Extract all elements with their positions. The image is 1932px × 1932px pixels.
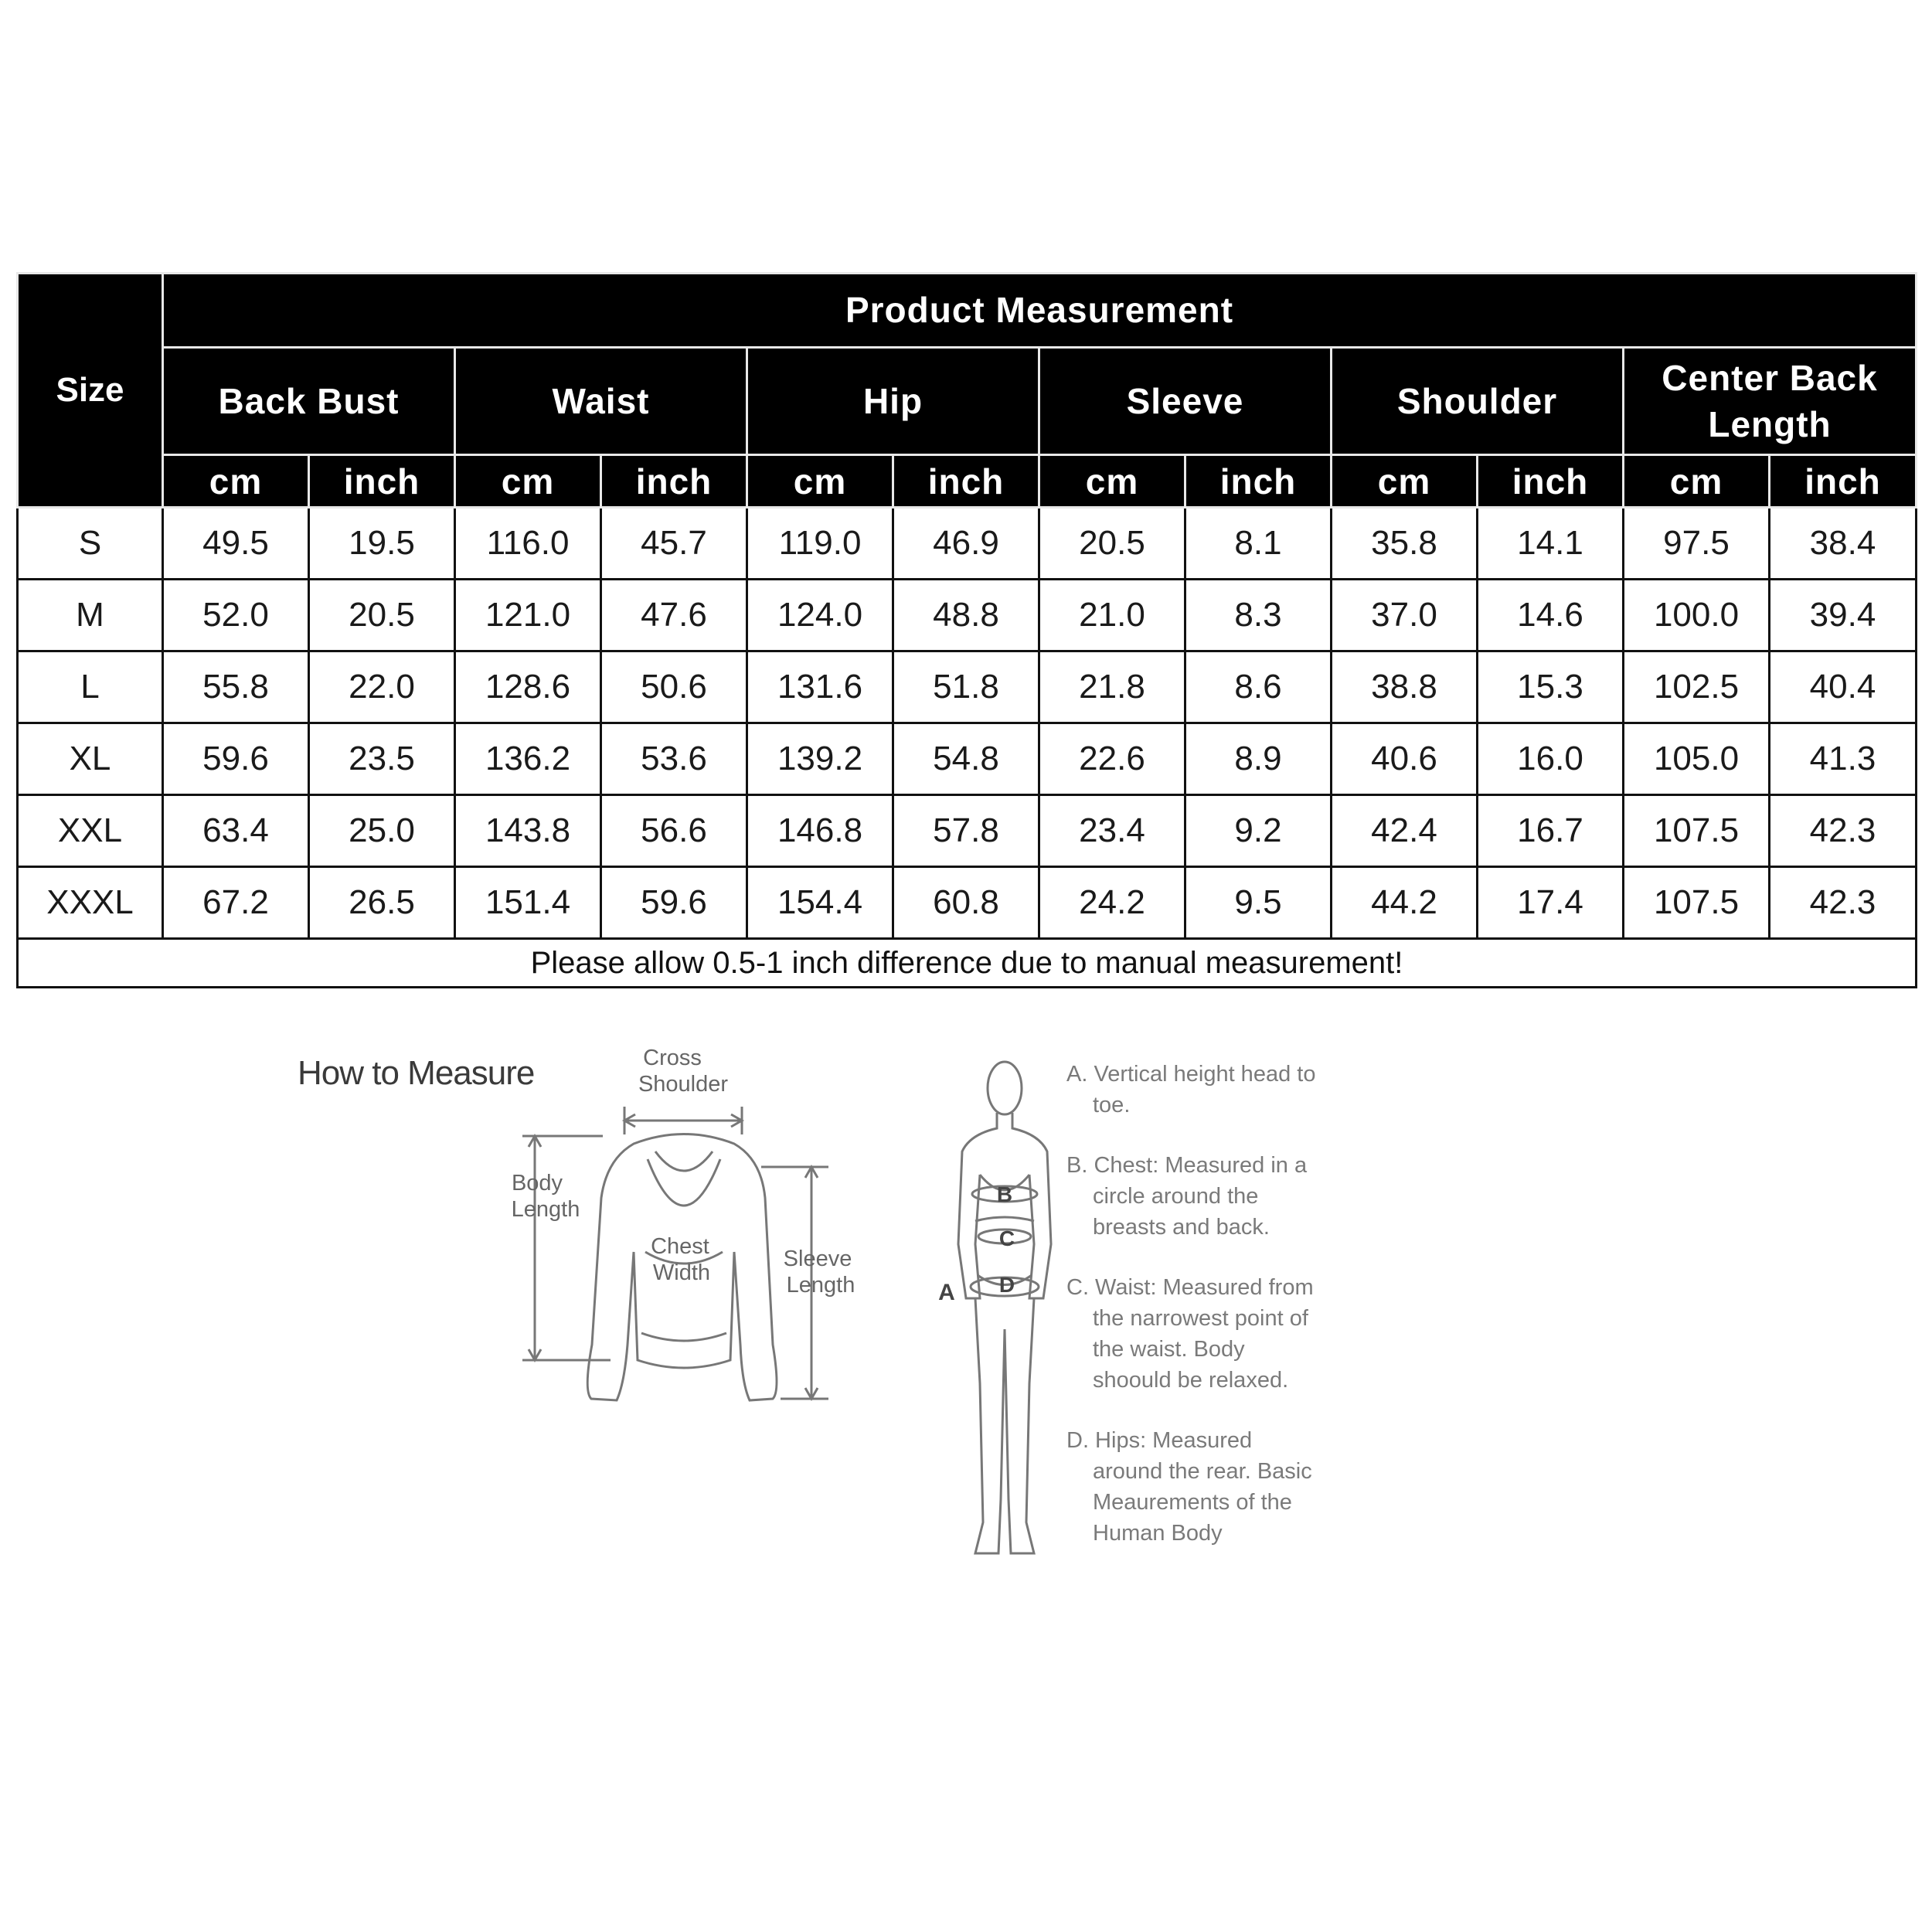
measurement-cell: 40.4 [1770, 651, 1917, 723]
measurement-cell: 39.4 [1770, 580, 1917, 651]
unit-header-cm: cm [163, 455, 309, 508]
measurement-cell: 23.5 [309, 723, 455, 795]
group-header-waist: Waist [455, 347, 747, 455]
measurement-cell: 49.5 [163, 508, 309, 580]
unit-header-cm: cm [1332, 455, 1478, 508]
measurement-cell: 46.9 [893, 508, 1039, 580]
measurement-cell: 116.0 [455, 508, 601, 580]
measurement-cell: 119.0 [747, 508, 893, 580]
size-cell: XL [18, 723, 163, 795]
measurement-cell: 35.8 [1332, 508, 1478, 580]
legend-item-d: D. Hips: Measured around the rear. Basic Meaurements of the Human Body [1066, 1428, 1312, 1546]
table-row [18, 651, 1917, 723]
label-body-length-line-2: Length [511, 1197, 580, 1222]
measurement-cell: 131.6 [747, 651, 893, 723]
measurement-cell: 107.5 [1624, 867, 1770, 939]
measurement-cell: 24.2 [1039, 867, 1185, 939]
marker-b: B [996, 1182, 1013, 1206]
measurement-cell: 8.3 [1185, 580, 1332, 651]
size-cell: L [18, 651, 163, 723]
how-to-measure-guide [0, 1020, 1932, 1638]
measurement-cell: 38.4 [1770, 508, 1917, 580]
measurement-cell: 54.8 [893, 723, 1039, 795]
group-header-back-bust: Back Bust [163, 347, 455, 455]
measurement-cell: 9.2 [1185, 795, 1332, 867]
measurement-cell: 9.5 [1185, 867, 1332, 939]
measurement-cell: 8.9 [1185, 723, 1332, 795]
legend-item-a: A. Vertical height head to toe. [1066, 1062, 1316, 1117]
measurement-cell: 67.2 [163, 867, 309, 939]
measurement-cell: 8.6 [1185, 651, 1332, 723]
measurement-cell: 60.8 [893, 867, 1039, 939]
shirt-neckline [655, 1151, 713, 1171]
legend-item-c: C. Waist: Measured from the narrowest point of the waist. Body shoould be relaxed. [1066, 1275, 1314, 1393]
size-cell: S [18, 508, 163, 580]
measurement-cell: 47.6 [601, 580, 747, 651]
measurement-cell: 20.5 [309, 580, 455, 651]
measurement-cell: 45.7 [601, 508, 747, 580]
measurement-cell: 48.8 [893, 580, 1039, 651]
label-chest-width-line-1: Chest [651, 1234, 709, 1259]
measurement-legend [1066, 1059, 1321, 1578]
measurement-cell: 146.8 [747, 795, 893, 867]
measurement-cell: 38.8 [1332, 651, 1478, 723]
note-row [18, 939, 1917, 988]
measurement-cell: 51.8 [893, 651, 1039, 723]
measurement-cell: 16.0 [1478, 723, 1624, 795]
label-body-length-line-1: Body [511, 1171, 563, 1196]
size-cell: XXXL [18, 867, 163, 939]
size-cell: XXL [18, 795, 163, 867]
measurement-cell: 25.0 [309, 795, 455, 867]
measurement-cell: 26.5 [309, 867, 455, 939]
measurement-cell: 105.0 [1624, 723, 1770, 795]
size-header: Size [18, 274, 163, 508]
measurement-cell: 21.8 [1039, 651, 1185, 723]
table-row [18, 580, 1917, 651]
measurement-cell: 15.3 [1478, 651, 1624, 723]
measurement-cell: 19.5 [309, 508, 455, 580]
measurement-cell: 121.0 [455, 580, 601, 651]
measurement-cell: 23.4 [1039, 795, 1185, 867]
measurement-cell: 42.3 [1770, 867, 1917, 939]
measurement-cell: 50.6 [601, 651, 747, 723]
label-chest-width-line-2: Width [652, 1260, 711, 1285]
measurement-cell: 136.2 [455, 723, 601, 795]
table-title: Product Measurement [163, 274, 1917, 348]
measurement-cell: 124.0 [747, 580, 893, 651]
measurement-cell: 154.4 [747, 867, 893, 939]
measurement-cell: 97.5 [1624, 508, 1770, 580]
measurement-cell: 42.4 [1332, 795, 1478, 867]
unit-header-inch: inch [1478, 455, 1624, 508]
unit-header-cm: cm [747, 455, 893, 508]
group-header-hip: Hip [747, 347, 1039, 455]
table-header [18, 274, 1917, 508]
label-sleeve-length-line-1: Sleeve [783, 1247, 852, 1271]
label-cross-shoulder-line-1: Cross [643, 1046, 702, 1070]
measurement-cell: 107.5 [1624, 795, 1770, 867]
unit-header-inch: inch [309, 455, 455, 508]
measurement-cell: 52.0 [163, 580, 309, 651]
table-row [18, 867, 1917, 939]
group-header-sleeve: Sleeve [1039, 347, 1332, 455]
group-header-center-back-length: Center Back Length [1624, 347, 1917, 455]
measurement-cell: 102.5 [1624, 651, 1770, 723]
human-body-illustration [958, 1062, 1051, 1553]
measurement-cell: 41.3 [1770, 723, 1917, 795]
measurement-cell: 63.4 [163, 795, 309, 867]
measurement-note: Please allow 0.5-1 inch difference due to manual measurement! [18, 939, 1917, 988]
measurement-cell: 53.6 [601, 723, 747, 795]
unit-header-cm: cm [455, 455, 601, 508]
unit-header-inch: inch [601, 455, 747, 508]
measurement-cell: 44.2 [1332, 867, 1478, 939]
guide-title: How to Measure [298, 1054, 535, 1092]
measurement-cell: 42.3 [1770, 795, 1917, 867]
size-chart-table [16, 272, 1917, 988]
unit-header-cm: cm [1624, 455, 1770, 508]
label-cross-shoulder-line-2: Shoulder [638, 1072, 729, 1097]
table-body [18, 508, 1917, 939]
measurement-cell: 143.8 [455, 795, 601, 867]
table-row [18, 723, 1917, 795]
measurement-cell: 14.1 [1478, 508, 1624, 580]
measurement-cell: 22.0 [309, 651, 455, 723]
head-outline [988, 1062, 1022, 1114]
measurement-cell: 59.6 [601, 867, 747, 939]
measurement-cell: 17.4 [1478, 867, 1624, 939]
size-cell: M [18, 580, 163, 651]
measurement-cell: 100.0 [1624, 580, 1770, 651]
unit-header-inch: inch [1770, 455, 1917, 508]
label-sleeve-length-line-2: Length [786, 1273, 855, 1298]
measurement-cell: 40.6 [1332, 723, 1478, 795]
measurement-cell: 139.2 [747, 723, 893, 795]
table-row [18, 508, 1917, 580]
marker-d: D [998, 1273, 1015, 1297]
measurement-cell: 55.8 [163, 651, 309, 723]
measurement-cell: 20.5 [1039, 508, 1185, 580]
unit-header-cm: cm [1039, 455, 1185, 508]
measurement-cell: 128.6 [455, 651, 601, 723]
group-header-shoulder: Shoulder [1332, 347, 1624, 455]
measurement-cell: 151.4 [455, 867, 601, 939]
marker-a: A [938, 1280, 955, 1305]
legend-item-b: B. Chest: Measured in a circle around the breasts and back. [1066, 1153, 1308, 1240]
measurement-cell: 21.0 [1039, 580, 1185, 651]
unit-header-inch: inch [1185, 455, 1332, 508]
marker-c: C [998, 1226, 1015, 1250]
measurement-cell: 14.6 [1478, 580, 1624, 651]
measurement-cell: 57.8 [893, 795, 1039, 867]
measurement-cell: 22.6 [1039, 723, 1185, 795]
table-row [18, 795, 1917, 867]
unit-header-inch: inch [893, 455, 1039, 508]
measure-illustrations [0, 1020, 1932, 1638]
measurement-cell: 37.0 [1332, 580, 1478, 651]
measurement-cell: 8.1 [1185, 508, 1332, 580]
measurement-cell: 16.7 [1478, 795, 1624, 867]
measurement-cell: 59.6 [163, 723, 309, 795]
measurement-cell: 56.6 [601, 795, 747, 867]
